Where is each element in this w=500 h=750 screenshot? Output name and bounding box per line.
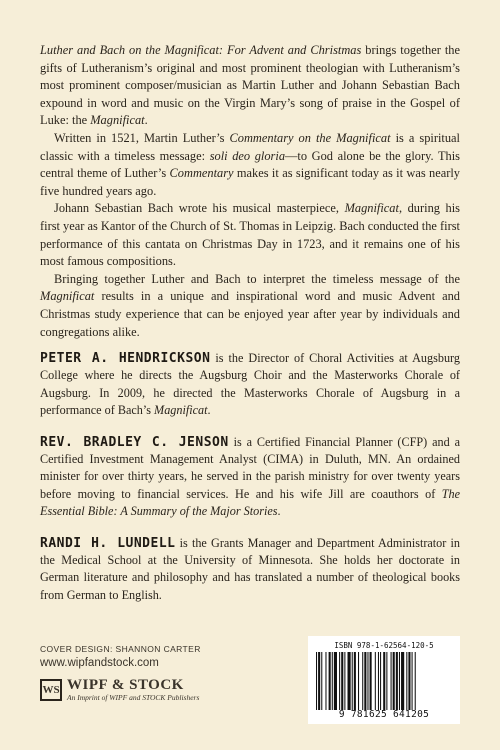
blurb-text: Johann Sebastian Bach wrote his musical masterpiece,	[54, 201, 345, 216]
publisher-logo-block	[40, 678, 201, 702]
barcode-bar	[408, 652, 410, 710]
bio-text: is the Grants Manager and Department Administrator in the Medical School at the University of Minnesota. She holds her doctorate in German literature and philosophy and has translated a number of theological books from German to English.	[40, 535, 460, 602]
publisher-text	[67, 678, 199, 702]
publisher-website-link[interactable]: www.wipfandstock.com	[40, 657, 159, 669]
barcode-bar	[393, 652, 395, 710]
barcode-bar	[391, 652, 392, 710]
publisher-footer	[40, 644, 201, 702]
blurb-text: results in a unique and inspirational word and music Advent and Christmas study experience that can be enjoyed year after year by individuals and congregations alike.	[40, 289, 460, 339]
barcode-bar	[401, 652, 404, 710]
author-bios	[40, 350, 460, 618]
publisher-name: WIPF & STOCK	[67, 677, 184, 693]
barcode-bar	[367, 652, 368, 710]
author-bio-hendrickson	[40, 350, 460, 420]
barcode-bar	[341, 652, 343, 710]
barcode-bar	[415, 652, 416, 710]
isbn-barcode-box	[308, 636, 460, 724]
publisher-imprint-line: An Imprint of WIPF and STOCK Publishers	[67, 693, 200, 702]
blurb-text: makes it as significant today as it was nearly five hundred years ago.	[40, 166, 460, 198]
blurb-text: , during his first year as Kantor of the Church of St. Thomas in Leipzig. Bach conducted the first performance of this cantata on Christmas Day in 1723, and it remains one of his most famous compositions.	[40, 201, 460, 269]
barcode-bar	[378, 652, 379, 710]
barcode-bar	[321, 652, 322, 710]
barcode-bar	[375, 652, 376, 710]
bio-text: .	[277, 504, 281, 519]
italic-term: soli deo gloria	[209, 148, 286, 163]
barcode-bar	[358, 652, 359, 710]
barcode-bar	[370, 652, 372, 710]
barcode-bar	[325, 652, 326, 710]
barcode-bar	[348, 652, 351, 710]
back-cover-blurb	[40, 42, 460, 341]
book-title-italic: Luther and Bach on the Magnificat: For Advent and Christmas	[40, 43, 362, 57]
blurb-text: .	[144, 113, 148, 128]
blurb-text: brings together the gifts of Lutheranism’s original and most prominent theologian with Lutheranism’s most prominent composer/musician as Martin Luther and Johann Sebastian Bach expound in word and music on the Virgin Mary’s song of praise in the Gospel of Luke: the	[40, 43, 460, 128]
barcode-bar	[329, 652, 331, 710]
blurb-text: —to God alone be the glory. This central theme of Luther’s	[40, 148, 461, 181]
isbn-label: ISBN 978-1-62564-120-5	[334, 641, 434, 650]
barcode-bar	[339, 652, 340, 710]
barcode-bar	[412, 652, 413, 710]
author-name: REV. BRADLEY C. JENSON	[40, 434, 229, 450]
italic-term: Magnificat	[154, 403, 208, 418]
italic-term: Magnificat	[40, 289, 95, 304]
author-bio-jenson	[40, 434, 460, 521]
barcode-bar	[362, 652, 363, 710]
barcode-bar	[344, 652, 345, 710]
barcode-bar	[364, 652, 366, 710]
blurb-text: Written in 1521, Martin Luther’s	[54, 130, 230, 145]
barcode-icon	[314, 652, 454, 710]
bio-text: is the Director of Choral Activities at Augsburg College where he directs the Augsburg Choir and the Masterworks Chorale of Augsburg. In 2009, he directed the Masterworks Chorale of Augsburg in a performance of Bach’s	[40, 351, 460, 418]
barcode-bar	[380, 652, 381, 710]
italic-term: Magnificat	[344, 201, 399, 216]
barcode-bar	[334, 652, 337, 710]
barcode-bar	[406, 652, 407, 710]
bio-text: is a Certified Financial Planner (CFP) and a Certified Investment Management Analyst (CIMA) in Duluth, MN. An ordained minister for over thirty years, he served in the parish ministry for over twenty years before moving to financial services. He and his wife Jill are coauthors of	[40, 434, 461, 501]
publisher-logo-icon: WS	[40, 679, 62, 701]
blurb-paragraph-4	[40, 271, 460, 341]
bio-text: .	[207, 403, 211, 418]
barcode-bar	[354, 652, 356, 710]
italic-term: Commentary	[169, 166, 234, 181]
italic-term: Commentary on the Magnificat	[229, 130, 391, 145]
blurb-text: Bringing together Luther and Bach to interpret the timeless message of the	[54, 271, 460, 286]
author-name: RANDI H. LUNDELL	[40, 535, 176, 551]
barcode-bar	[399, 652, 400, 710]
cover-design-credit: COVER DESIGN: SHANNON CARTER	[40, 644, 201, 654]
barcode-bar	[383, 652, 385, 710]
barcode-bar	[332, 652, 333, 710]
blurb-paragraph-1	[40, 42, 460, 130]
italic-term: The Essential Bible: A Summary of the Major Stories	[40, 486, 460, 519]
barcode-bar	[352, 652, 353, 710]
barcode-number: 9 781625 641205	[338, 709, 430, 720]
barcode-bar	[316, 652, 317, 710]
blurb-paragraph-2	[40, 130, 460, 200]
blurb-text: is a spiritual classic with a timeless message:	[40, 130, 461, 163]
blurb-paragraph-3	[40, 200, 460, 270]
author-bio-lundell	[40, 535, 460, 605]
barcode-bar	[386, 652, 387, 710]
author-name: PETER A. HENDRICKSON	[40, 351, 211, 366]
barcode-bar	[396, 652, 398, 710]
barcode-bar	[318, 652, 320, 710]
italic-term: Magnificat	[90, 113, 145, 128]
